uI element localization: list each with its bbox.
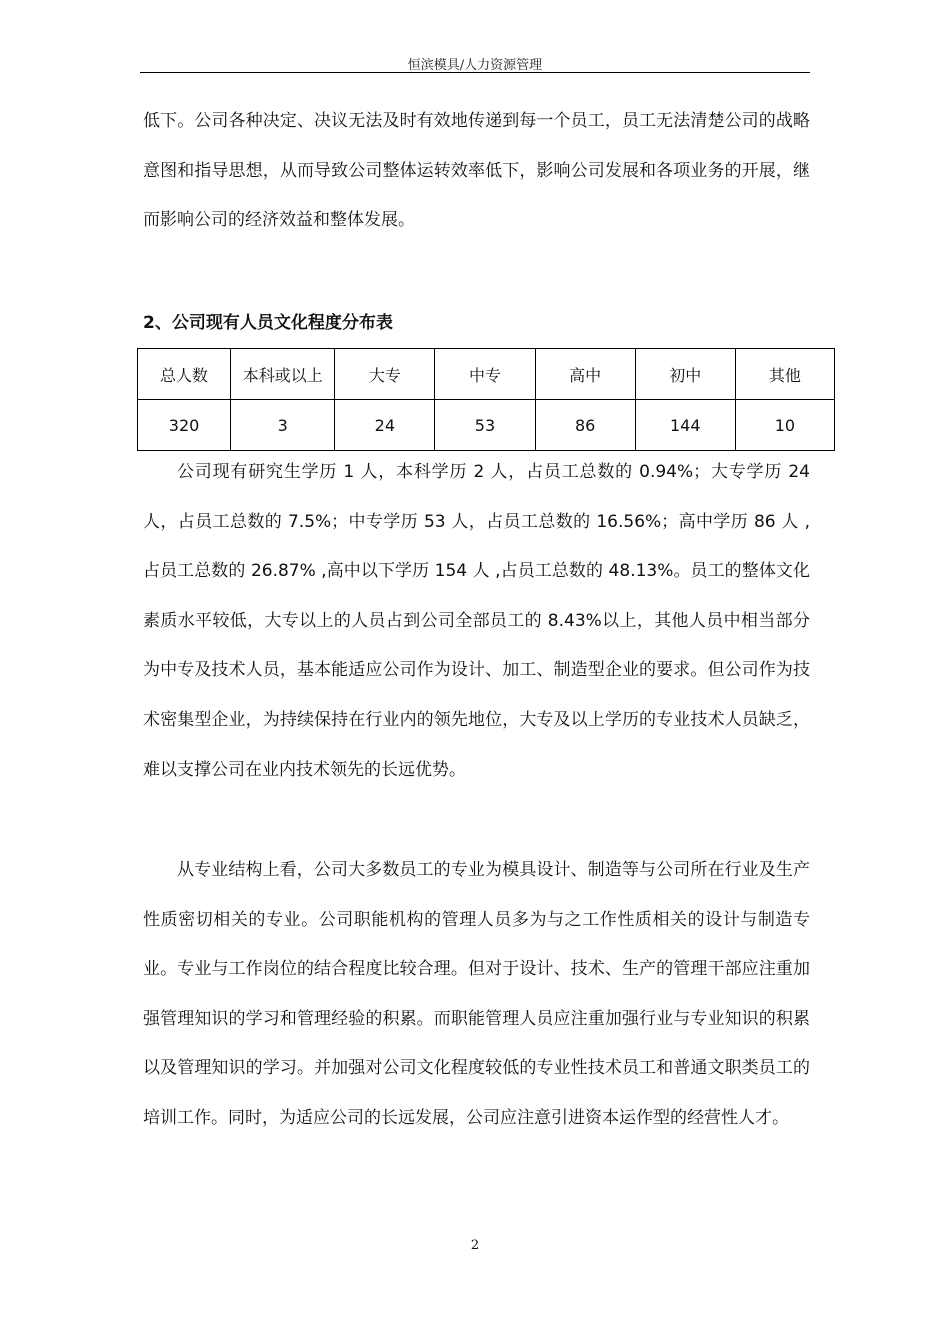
paragraph-education: 公司现有研究生学历 1 人，本科学历 2 人，占员工总数的 0.94%；大专学历 24 人，占员工总数的 7.5%；中专学历 53 人，占员工总数的 16.56%；高中学历 86 人 ,占员工总数的 26.87% ,高中以下学历 154 人 ,占员工总数的 48.13%。员工的整体文化素质水平较低，大专以上的人员占到公司全部员工的 8.43%以上，其他人员中相当部分为中专及技术人员，基本能适应公司作为设计、加工、制造型企业的要求。但公司作为技术密集型企业，为持续保持在行业内的领先地位，大专及以上学历的专业技术人员缺乏，难以支撑公司在业内技术领先的长远优势。 (143, 462, 810, 780)
page-header: 恒滨模具/人力资源管理 (407, 58, 543, 73)
table-header-cell: 大专 (335, 349, 435, 400)
paragraph-intro: 低下。公司各种决定、决议无法及时有效地传递到每一个员工，员工无法清楚公司的战略意图和指导思想，从而导致公司整体运转效率低下，影响公司发展和各项业务的开展，继而影响公司的经济效益和整体发展。 (143, 111, 810, 231)
table-header-cell: 高中 (535, 349, 635, 400)
table-row (138, 400, 835, 451)
table-header-cell: 初中 (635, 349, 735, 400)
paragraph-specialty: 从专业结构上看，公司大多数员工的专业为模具设计、制造等与公司所在行业及生产性质密切相关的专业。公司职能机构的管理人员多为与之工作性质相关的设计与制造专业。专业与工作岗位的结合程度比较合理。但对于设计、技术、生产的管理干部应注重加强管理知识的学习和管理经验的积累。而职能管理人员应注重加强行业与专业知识的积累以及管理知识的学习。并加强对公司文化程度较低的专业性技术员工和普通文职类员工的培训工作。同时，为适应公司的长远发展，公司应注意引进资本运作型的经营性人才。 (143, 860, 810, 1128)
table-header-cell: 中专 (435, 349, 535, 400)
section-heading: 2、公司现有人员文化程度分布表 (143, 313, 393, 333)
education-distribution-table (137, 348, 835, 451)
table-cell: 86 (535, 400, 635, 451)
table-header-row (138, 349, 835, 400)
table-header-cell: 本科或以上 (231, 349, 335, 400)
table-cell: 53 (435, 400, 535, 451)
table-cell: 144 (635, 400, 735, 451)
table-cell: 10 (735, 400, 834, 451)
table-cell: 24 (335, 400, 435, 451)
page-number: 2 (470, 1238, 480, 1253)
table-header-cell: 总人数 (138, 349, 231, 400)
table-header-cell: 其他 (735, 349, 834, 400)
header-rule (140, 72, 810, 73)
table-cell: 320 (138, 400, 231, 451)
table-cell: 3 (231, 400, 335, 451)
